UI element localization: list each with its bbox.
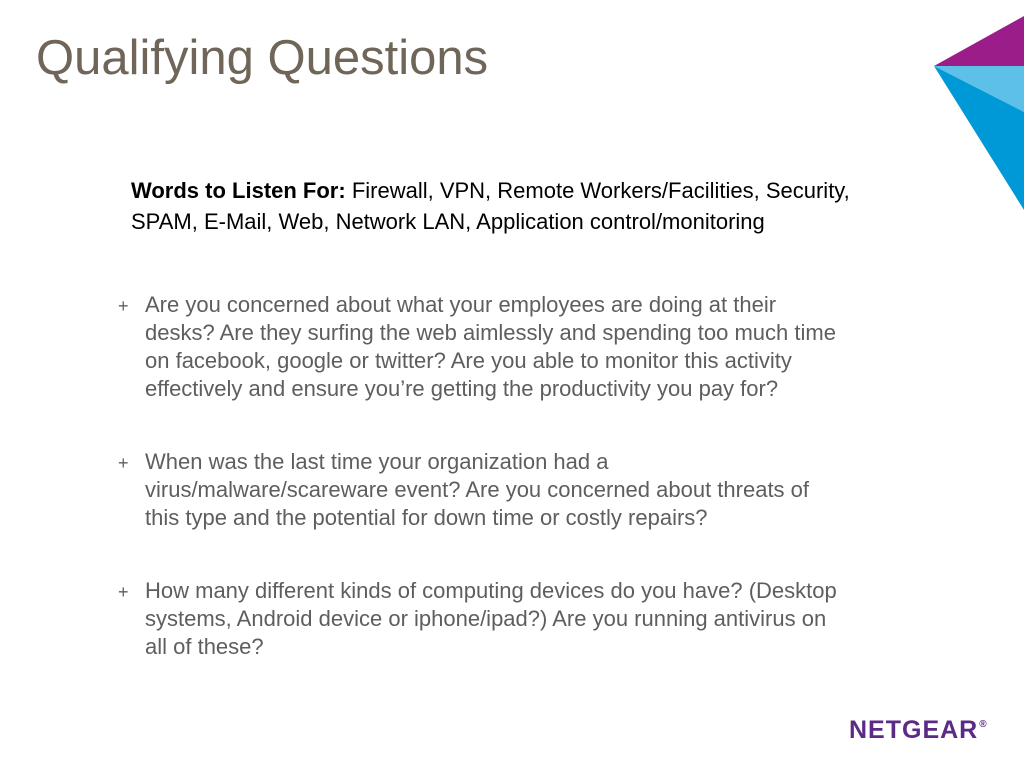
question-list: [118, 291, 838, 661]
keywords-block: [131, 175, 891, 237]
keywords-text: Firewall, VPN, Remote Workers/Facilities, Security, SPAM, E-Mail, Web, Network LAN, Application control/monitoring: [131, 178, 850, 234]
keywords-label: Words to Listen For:: [131, 178, 346, 203]
slide-title: Qualifying Questions: [36, 31, 489, 85]
question-text: Are you concerned about what your employees are doing at their desks? Are they surfing the web aimlessly and spending too much time on facebook, google or twitter? Are you able to monitor this activity effectively and ensure you’re getting the productivity you pay for?: [145, 292, 836, 401]
logo-text: NETGEAR: [849, 716, 979, 744]
triangle-graphic-icon: [934, 0, 1024, 220]
question-item: [118, 448, 838, 532]
registered-mark: ®: [979, 719, 988, 730]
plus-bullet-icon: +: [118, 582, 129, 602]
question-item: [118, 577, 838, 661]
question-item: [118, 291, 838, 403]
plus-bullet-icon: +: [118, 296, 129, 316]
question-text: When was the last time your organization had a virus/malware/scareware event? Are you concerned about threats of this type and the potential for down time or costly repairs?: [145, 449, 810, 530]
question-text: How many different kinds of computing devices do you have? (Desktop systems, Android device or iphone/ipad?) Are you running antivirus on all of these?: [145, 578, 837, 659]
netgear-logo: [849, 716, 988, 745]
magenta-triangle: [934, 16, 1024, 66]
plus-bullet-icon: +: [118, 453, 129, 473]
